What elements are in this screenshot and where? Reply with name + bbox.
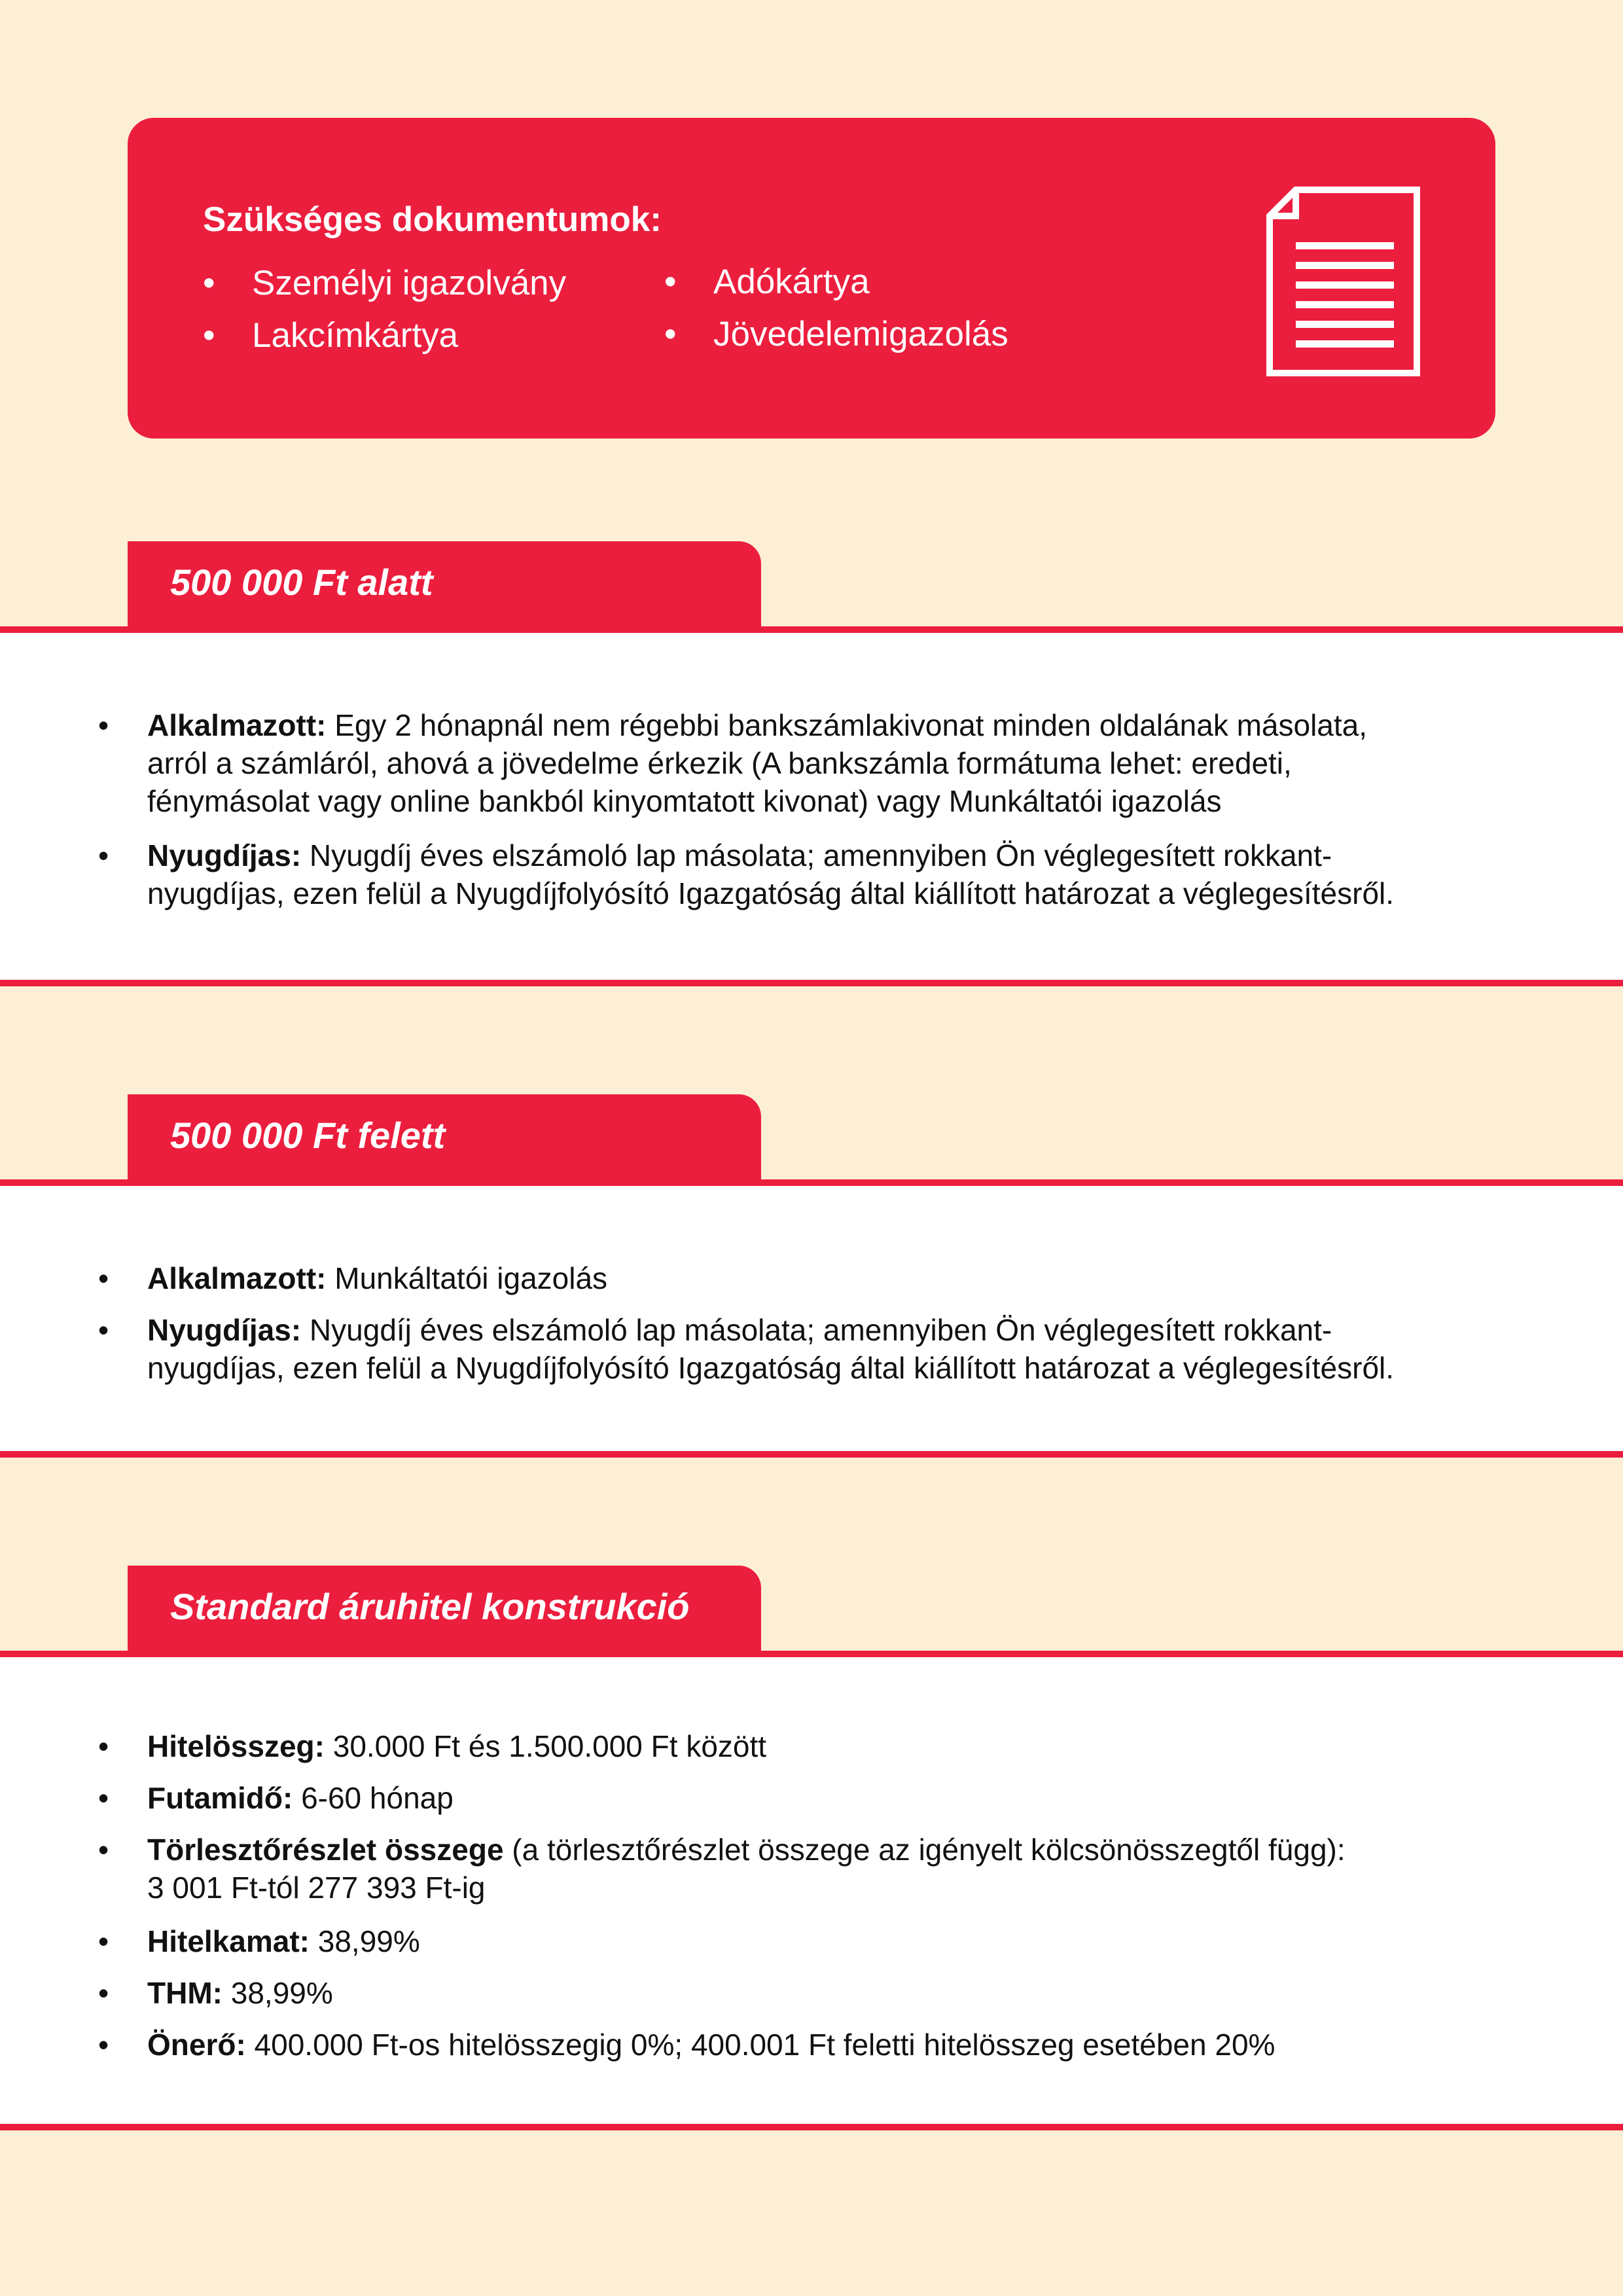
item-label: Törlesztőrészlet összege	[147, 1833, 504, 1867]
section-band-over-500k	[0, 1179, 1623, 1458]
item-label: Önerő:	[147, 2028, 246, 2062]
item-text: 38,99%	[309, 1924, 420, 1958]
bullet: •	[664, 315, 677, 353]
section-title: Standard áruhitel konstrukció	[170, 1586, 690, 1627]
item-text: 38,99%	[222, 1976, 333, 2010]
item-text: nyugdíjas, ezen felül a Nyugdíjfolyósító Igazgatóság által kiállított határozat a véglegesítésről.	[147, 1351, 1395, 1385]
section-tab-over-500k	[128, 1094, 761, 1183]
item-text: 400.000 Ft-os hitelösszegig 0%; 400.001 Ft feletti hitelösszeg esetében 20%	[245, 2028, 1275, 2062]
item-text: (a törlesztőrészlet összege az igényelt kölcsönösszegtől függ):	[503, 1833, 1346, 1867]
bullet: •	[203, 264, 215, 302]
item-label: Hitelösszeg:	[147, 1729, 325, 1763]
bullet: •	[98, 708, 109, 742]
bullet: •	[98, 1833, 109, 1867]
bullet: •	[98, 1781, 109, 1815]
document-item: Jövedelemigazolás	[713, 315, 1008, 353]
document-icon	[1266, 183, 1430, 380]
section-band-under-500k	[0, 626, 1623, 986]
bullet: •	[98, 2028, 109, 2062]
required-documents-title: Szükséges dokumentumok:	[203, 200, 662, 239]
item-label: THM:	[147, 1976, 223, 2010]
document-item: Személyi igazolvány	[252, 264, 567, 302]
item-text: 30.000 Ft és 1.500.000 Ft között	[324, 1729, 767, 1763]
item-label: Nyugdíjas:	[147, 1313, 302, 1347]
item-text: fénymásolat vagy online bankból kinyomtatott kivonat) vagy Munkáltatói igazolás	[147, 784, 1222, 818]
bullet: •	[98, 1729, 109, 1763]
bullet: •	[98, 838, 109, 872]
item-text: arról a számláról, ahová a jövedelme érkezik (A bankszámla formátuma lehet: eredeti,	[147, 746, 1292, 780]
item-text: nyugdíjas, ezen felül a Nyugdíjfolyósító Igazgatóság által kiállított határozat a véglegesítésről.	[147, 876, 1395, 910]
document-item: Lakcímkártya	[252, 316, 459, 355]
bullet: •	[98, 1924, 109, 1958]
required-documents-box	[128, 118, 1495, 439]
section-title: 500 000 Ft felett	[170, 1115, 446, 1156]
bullet: •	[98, 1261, 109, 1295]
section-tab-standard-credit	[128, 1566, 761, 1654]
item-text: Nyugdíj éves elszámoló lap másolata; amennyiben Ön véglegesített rokkant-	[301, 1313, 1332, 1347]
item-text: Egy 2 hónapnál nem régebbi bankszámlakivonat minden oldalának másolata,	[326, 708, 1368, 742]
item-text: Munkáltatói igazolás	[326, 1261, 608, 1295]
item-label: Alkalmazott:	[147, 708, 327, 742]
item-text: 3 001 Ft-tól 277 393 Ft-ig	[147, 1871, 486, 1905]
section-title: 500 000 Ft alatt	[170, 562, 433, 603]
item-text: 6-60 hónap	[293, 1781, 454, 1815]
bullet: •	[98, 1976, 109, 2010]
section-tab-under-500k	[128, 541, 761, 630]
bullet: •	[664, 262, 677, 301]
item-label: Alkalmazott:	[147, 1261, 327, 1295]
bullet: •	[98, 1313, 109, 1347]
item-label: Futamidő:	[147, 1781, 293, 1815]
item-text: Nyugdíj éves elszámoló lap másolata; amennyiben Ön véglegesített rokkant-	[301, 838, 1332, 872]
item-label: Nyugdíjas:	[147, 838, 302, 872]
section-band-standard-credit	[0, 1651, 1623, 2130]
item-label: Hitelkamat:	[147, 1924, 310, 1958]
bullet: •	[203, 316, 215, 355]
document-item: Adókártya	[713, 262, 870, 301]
